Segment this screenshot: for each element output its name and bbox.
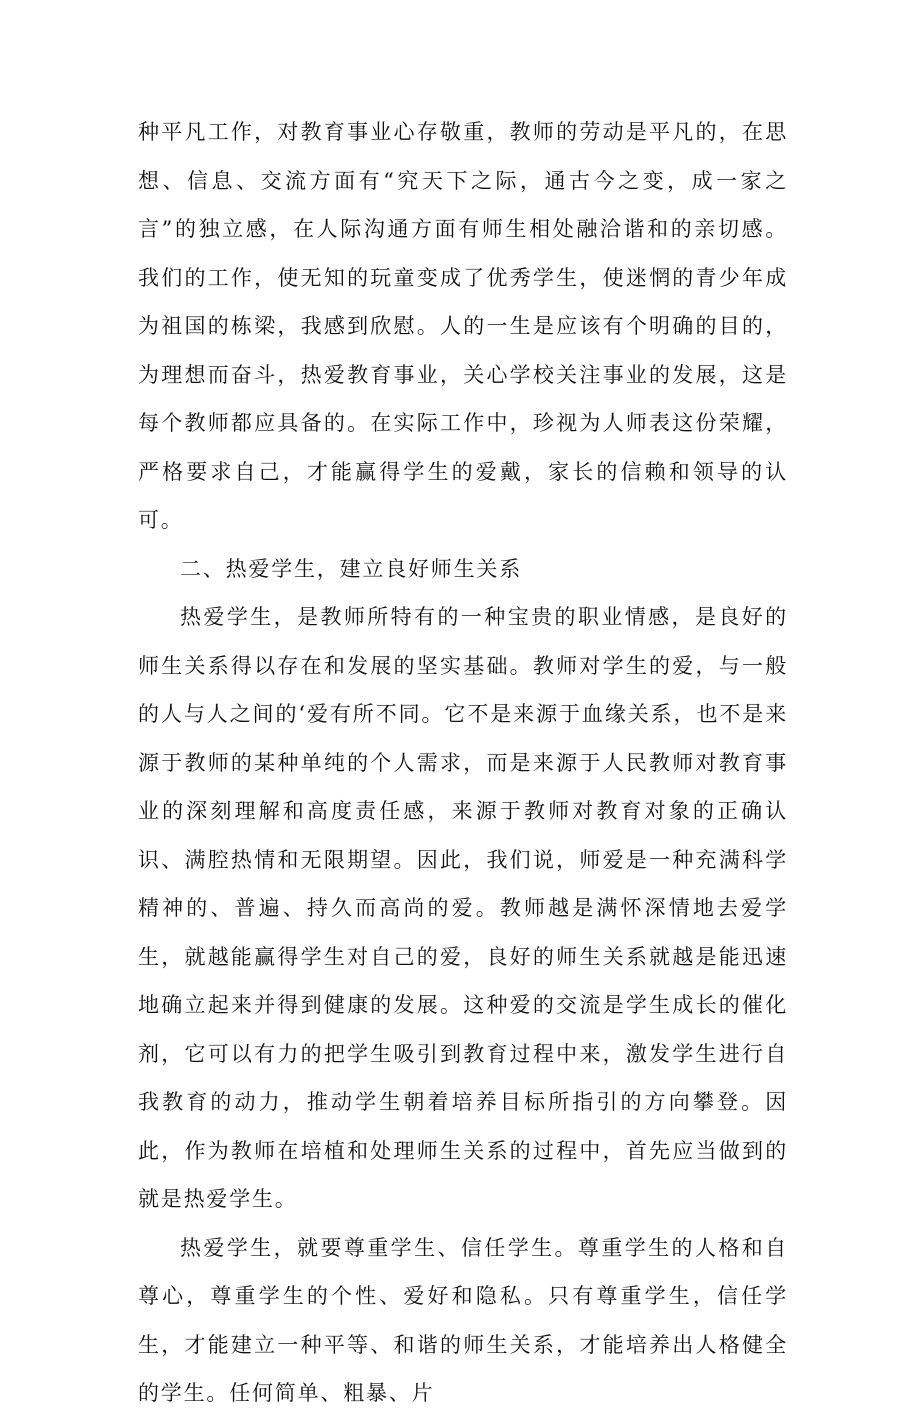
document-body <box>138 108 788 1418</box>
paragraph-respect-students: 热爱学生，就要尊重学生、信任学生。尊重学生的人格和自尊心，尊重学生的个性、爱好和隐私。只有尊重学生，信任学生，才能建立一种平等、和谐的师生关系，才能培养出人格健全的学生。任何简单、粗暴、片 <box>138 1235 788 1405</box>
paragraph-love-students: 热爱学生，是教师所特有的一种宝贵的职业情感，是良好的师生关系得以存在和发展的坚实基础。教师对学生的爱，与一般的人与人之间的‘爱有所不同。它不是来源于血缘关系，也不是来源于教师的某种单纯的个人需求，而是来源于人民教师对教育事业的深刻理解和高度责任感，来源于教师对教育对象的正确认识、满腔热情和无限期望。因此，我们说，师爱是一种充满科学精神的、普遍、持久而高尚的爱。教师越是满怀深情地去爱学生，就越能赢得学生对自己的爱，良好的师生关系就越是能迅速地确立起来并得到健康的发展。这种爱的交流是学生成长的催化剂，它可以有力的把学生吸引到教育过程中来，激发学生进行自我教育的动力，推动学生朝着培养目标所指引的方向攀登。因此，作为教师在培植和处理师生关系的过程中，首先应当做到的就是热爱学生。 <box>138 605 788 1211</box>
section-heading: 二、热爱学生，建立良好师生关系 <box>180 556 522 581</box>
paragraph-continuation: 种平凡工作，对教育事业心存敬重，教师的劳动是平凡的，在思想、信息、交流方面有“究天下之际，通古今之变，成一家之言”的独立感，在人际沟通方面有师生相处融洽谐和的亲切感。我们的工作，使无知的玩童变成了优秀学生，使迷惘的青少年成为祖国的栋梁，我感到欣慰。人的一生是应该有个明确的目的，为理想而奋斗，热爱教育事业，关心学校关注事业的发展，这是每个教师都应具备的。在实际工作中，珍视为人师表这份荣耀，严格要求自己，才能赢得学生的爱戴，家长的信赖和领导的认可。 <box>138 120 788 532</box>
